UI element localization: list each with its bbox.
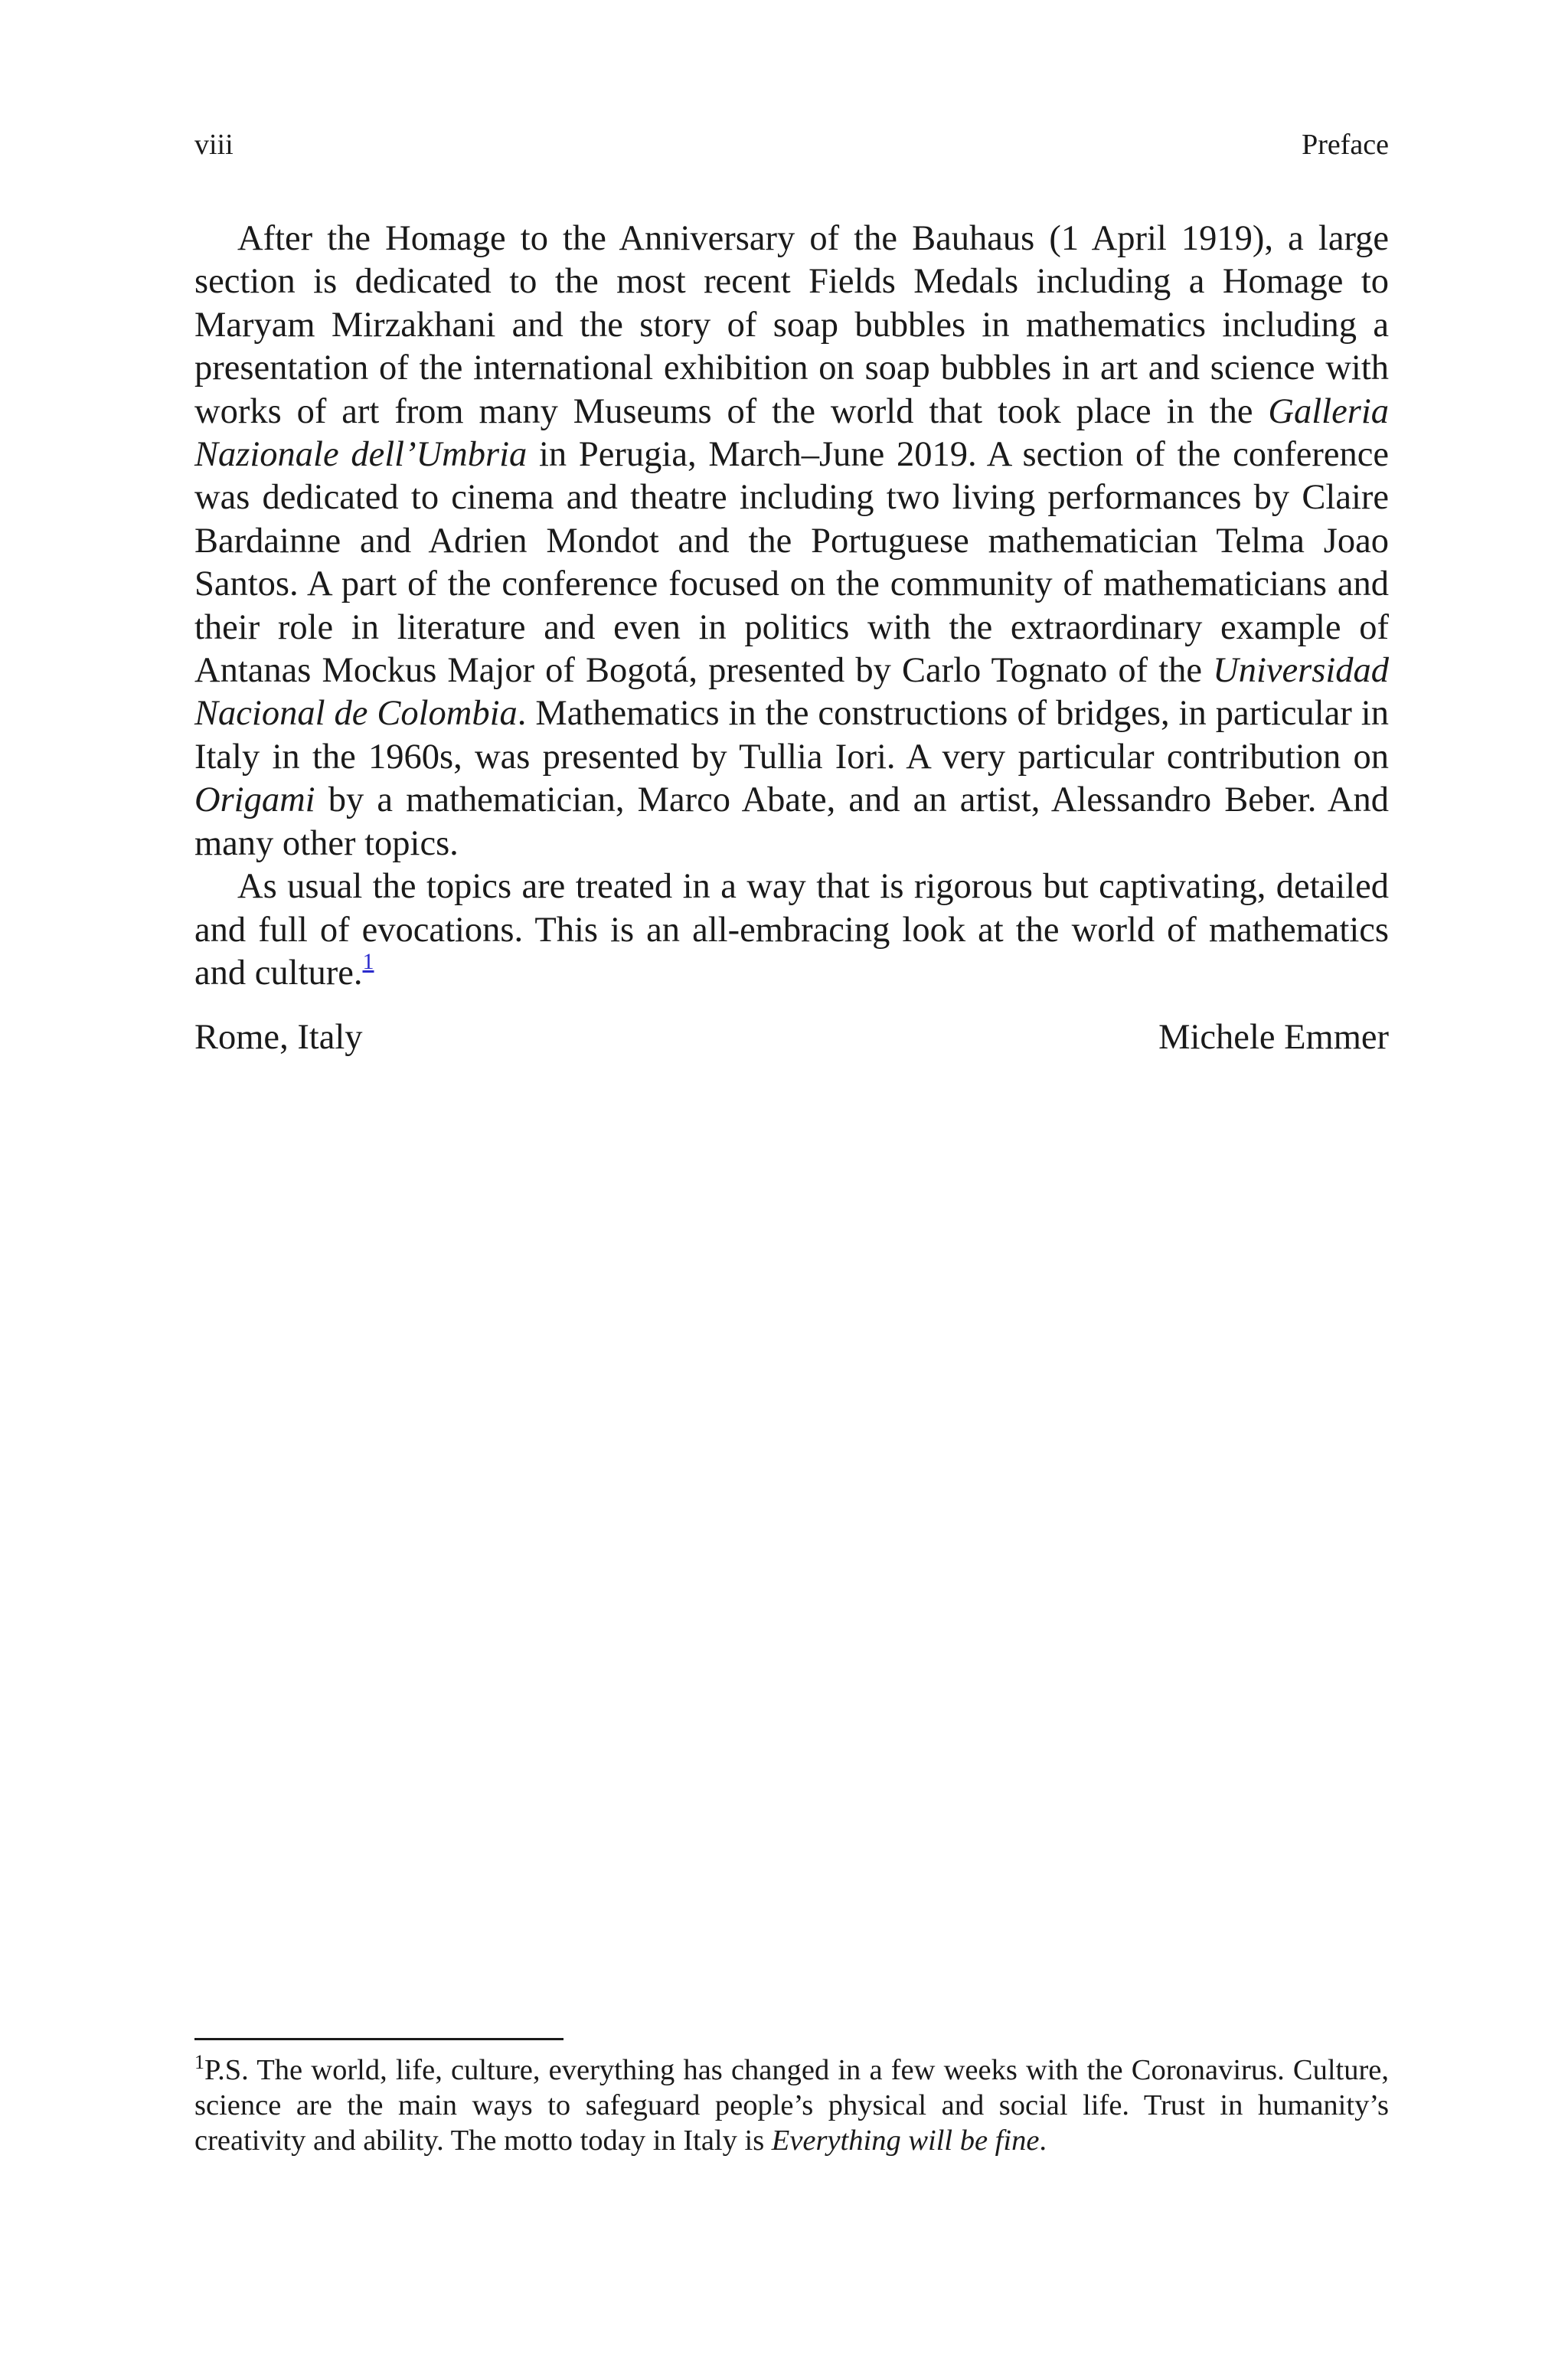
page-number: viii: [194, 129, 234, 161]
footnote-end: .: [1039, 2124, 1047, 2157]
italic-galleria: Galleria Nazionale dell’Umbria: [194, 391, 1389, 475]
body-text: [194, 218, 1389, 1059]
footnote-divider: [194, 2038, 564, 2040]
footnote-text: P.S. The world, life, culture, everything has changed in a few weeks with the Coronavirus. Culture, science are the main ways to safeguard people’s physical and social life. Trust in humanity’s creativity and ability. The motto today in Italy is: [194, 2054, 1389, 2157]
footnote-italic-motto: Everything will be fine: [771, 2124, 1040, 2157]
footnote-mark: 1: [194, 2051, 204, 2073]
paragraph-1-part-c: . Mathematics in the constructions of bridges, in particular in Italy in the 1960s, was presented by Tullia Iori. A very particular contribution on: [194, 694, 1389, 777]
paragraph-1-part-d: by a mathematician, Marco Abate, and an artist, Alessandro Beber. And many other topics.: [194, 780, 1389, 863]
running-head: [194, 127, 1389, 162]
paragraph-1-part-b: in Perugia, March–June 2019. A section of the conference was dedicated to cinema and theatre including two living performances by Claire Bardainne and Adrien Mondot and the Portuguese mathematician Telma Joao Santos. A part of the conference focused on the community of mathematicians and their role in literature and even in politics with the extraordinary example of Antanas Mockus Major of Bogotá, presented by Carlo Tognato of the: [194, 435, 1389, 691]
paragraph-2-text: As usual the topics are treated in a way that is rigorous but captivating, detailed and full of evocations. This is an all-embracing look at the world of mathematics and culture.: [194, 867, 1389, 993]
italic-origami: Origami: [194, 780, 315, 820]
signature: [194, 1016, 1389, 1059]
signature-author: Michele Emmer: [1158, 1018, 1389, 1058]
footnote-reference-link[interactable]: 1: [362, 948, 374, 974]
italic-universidad: Universidad Nacional de Colombia: [194, 651, 1389, 734]
paragraph-1: [194, 218, 1389, 865]
section-title: Preface: [1302, 129, 1389, 161]
paragraph-2: [194, 865, 1389, 995]
footnote: [194, 2053, 1389, 2158]
paragraph-1-part-a: After the Homage to the Anniversary of the Bauhaus (1 April 1919), a large section is dedicated to the most recent Fields Medals including a Homage to Maryam Mirzakhani and the story of soap bubbles in mathematics including a presentation of the international exhibition on soap bubbles in art and science with works of art from many Museums of the world that took place in the: [194, 219, 1389, 431]
signature-place: Rome, Italy: [194, 1018, 363, 1058]
